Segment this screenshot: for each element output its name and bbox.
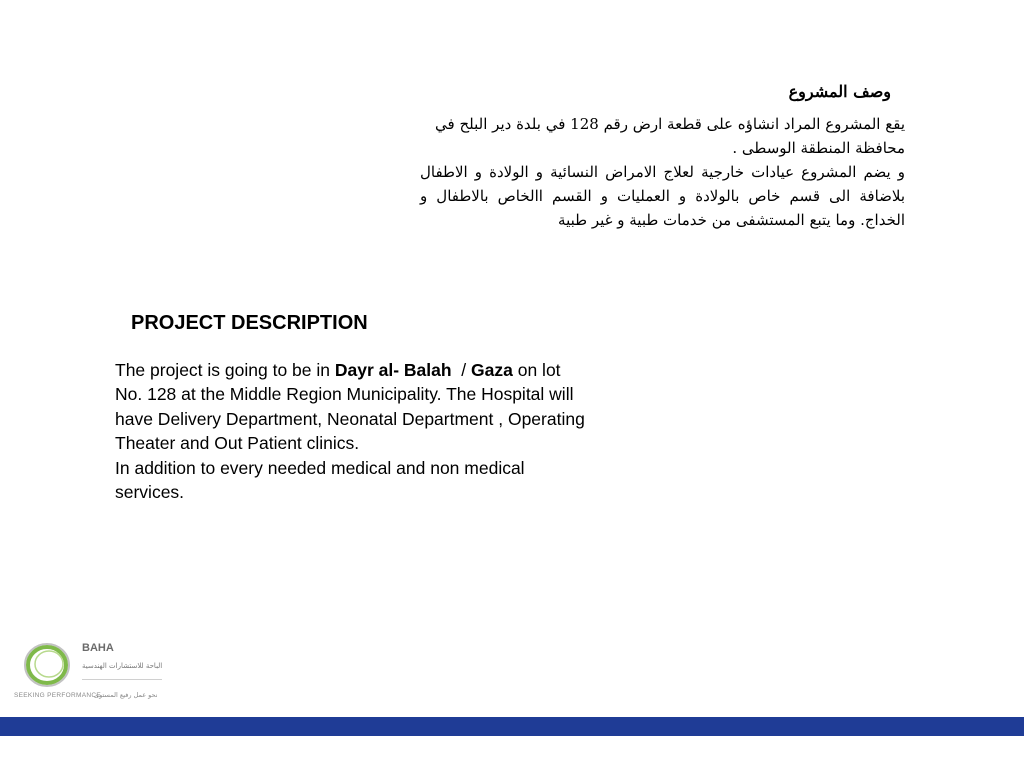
english-place-gaza: Gaza: [471, 360, 513, 380]
english-place-dayr-al-balah: Dayr al- Balah: [334, 360, 452, 380]
logo-tagline-arabic: نحو عمل رفيع المستوى: [94, 691, 158, 699]
logo-divider: [82, 679, 162, 680]
english-line-prefix: The project is going to be in: [115, 360, 335, 380]
logo-name: BAHA: [82, 642, 114, 654]
english-body-text: on lot No. 128 at the Middle Region Municipality. The Hospital will have Delivery Department, Neonatal Department , Operating Theater and Out Patient clinics.: [115, 360, 585, 454]
english-description: [115, 358, 585, 504]
english-title: PROJECT DESCRIPTION: [131, 312, 368, 334]
footer-bar: [0, 717, 1024, 736]
arabic-paragraph-2: و يضم المشروع عيادات خارجية لعلاج الامراض النسائية و الولادة و الاطفال بلاضافة الى قسم خاص بالولادة و العمليات و القسم االخاص بالاطفال و الخداج. وما يتبع المستشفى من خدمات طبية و غير طبية: [420, 163, 905, 229]
logo-ring-icon: [16, 634, 80, 692]
arabic-description: [420, 80, 905, 232]
arabic-paragraph-1-line-2: محافظة المنطقة الوسطى .: [732, 139, 905, 157]
english-separator: /: [451, 360, 472, 380]
english-addition-text: In addition to every needed medical and non medical services.: [115, 457, 525, 503]
arabic-paragraph-1-line-1: يقع المشروع المراد انشاؤه على قطعة ارض رقم 128 في بلدة دير البلح في: [435, 115, 905, 133]
arabic-title: وصف المشروع: [788, 82, 891, 101]
baha-logo: [12, 632, 172, 710]
logo-arabic-name: الباحة للاستشارات الهندسية: [82, 662, 163, 670]
logo-tagline: SEEKING PERFORMANCE: [14, 692, 101, 699]
